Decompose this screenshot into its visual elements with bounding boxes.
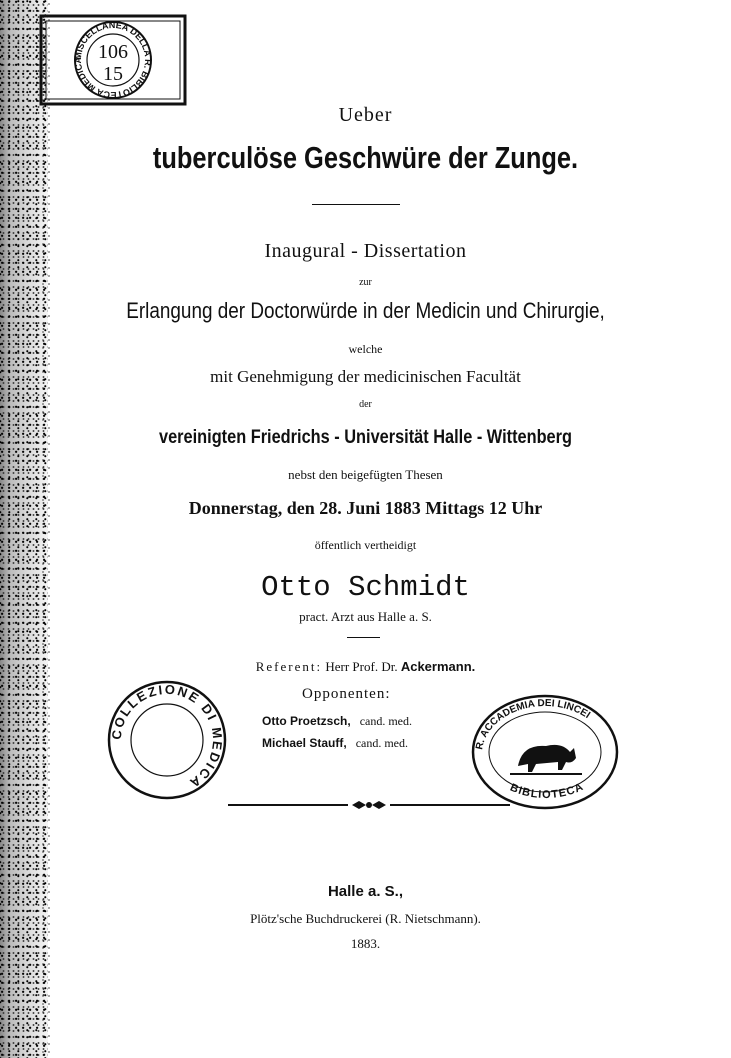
opponent-row <box>262 714 412 729</box>
top-left-stamp-ring-text: MISCELLANEA DELLA R. BIBLIOTECA MEDICA <box>72 19 154 101</box>
author-name: Otto Schmidt <box>261 571 470 604</box>
referent-prefix: Herr Prof. Dr. <box>325 659 398 674</box>
left-stamp-ring-text: COLLEZIONE DI MEDICA <box>108 681 226 792</box>
text-welche: welche <box>348 342 383 356</box>
right-stamp-ring-text: R. ACCADEMIA DEI LINCEI <box>474 697 592 751</box>
lynx-emblem-icon <box>510 745 582 774</box>
shelf-mark-1: 106 <box>98 41 128 63</box>
opponent-name: Michael Stauff, <box>262 736 347 750</box>
author-title: pract. Arzt aus Halle a. S. <box>299 609 432 624</box>
text-der: der <box>359 399 372 410</box>
text-zur: zur <box>359 277 372 288</box>
opponent-role: cand. med. <box>355 736 408 750</box>
referent-line <box>0 659 731 675</box>
imprint-printer: Plötz'sche Buchdruckerei (R. Nietschmann). <box>250 911 481 926</box>
title-line-2: tuberculöse Geschwüre der Zunge. <box>152 140 579 175</box>
right-stamp-label: BIBLIOTECA <box>508 780 586 802</box>
referent-label: Referent: <box>255 659 323 674</box>
divider-2 <box>347 637 380 638</box>
defended-line: öffentlich vertheidigt <box>314 538 417 552</box>
imprint-place: Halle a. S., <box>327 883 404 900</box>
date-line: Donnerstag, den 28. Juni 1883 Mittags 12 Uhr <box>188 498 543 518</box>
svg-text:BIBLIOTECA <box>508 781 586 801</box>
referent-name: Ackermann. <box>400 659 476 674</box>
opponent-role: cand. med. <box>359 714 412 728</box>
library-stamp-right <box>470 692 620 812</box>
title-line-1: Ueber <box>338 104 393 126</box>
theses-line: nebst den beigefügten Thesen <box>288 467 443 482</box>
approval-line: mit Genehmigung der medicinischen Facultät <box>210 367 521 386</box>
opponents-heading: Opponenten: <box>302 686 391 702</box>
divider-1 <box>312 204 400 205</box>
opponent-row <box>262 736 408 751</box>
purpose-line: Erlangung der Doctorwürde in der Medicin und Chirurgie, <box>126 298 605 323</box>
ornamental-divider <box>228 798 510 812</box>
dissertation-heading: Inaugural - Dissertation <box>264 240 467 262</box>
imprint-year: 1883. <box>350 936 381 951</box>
opponent-name: Otto Proetzsch, <box>262 714 351 728</box>
library-stamp-top-left <box>38 14 188 106</box>
university-line: vereinigten Friedrichs - Universität Halle - Wittenberg <box>159 427 572 448</box>
shelf-mark-2: 15 <box>103 63 123 85</box>
library-stamp-left <box>105 678 230 803</box>
svg-text:R. ACCADEMIA DEI LINCEI <box>474 698 592 751</box>
